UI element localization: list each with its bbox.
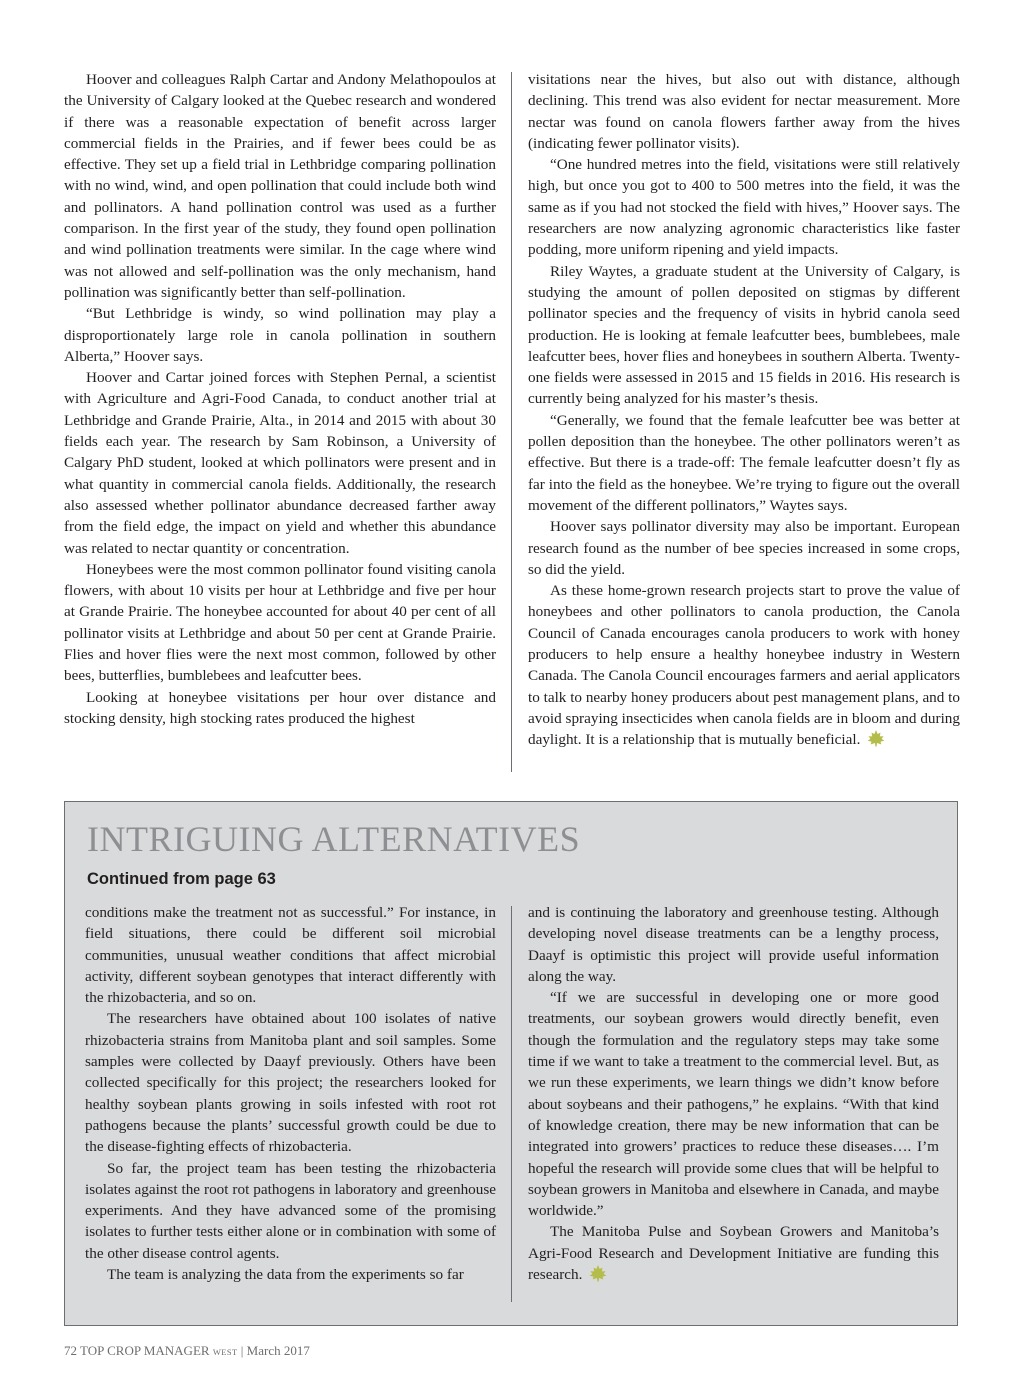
article-paragraph: “Generally, we found that the female leafcutter bee was better at pollen deposition than the honeybee. The other pollinators weren’t as effective. But there is a trade-off: The female leafcutter doesn’t fly as far into the field as the honeybee. We’re trying to figure out the overall movement of the different pollinators,” Waytes says.	[528, 411, 960, 514]
sidebar-paragraph: “If we are successful in developing one or more good treatments, our soybean growers would directly benefit, even though the formulation and the regulatory steps may take some time if we want to take a treatment to the commercial level. But, as we run these experiments, we learn things we didn’t know before about soybeans and their pathogens,” he explains. “With that kind of knowledge creation, there may be new information that can be integrated into growers’ practices to reduce these diseases…. I’m hopeful the research will provide some clues that will be helpful to soybean growers in Manitoba and elsewhere in Canada, and maybe worldwide.”	[528, 989, 939, 1220]
page-number: 72	[64, 1343, 77, 1358]
page-footer	[64, 1343, 310, 1359]
maple-leaf-icon	[866, 729, 886, 747]
sidebar-paragraph: The researchers have obtained about 100 isolates of native rhizobacteria strains from Manitoba plant and soil samples. Some samples were collected by Daayf previously. Others have been collected specifically for this project; the researchers looked for healthy soybean plants growing in soils infested with root rot pathogens because the plants’ successful growth could be due to the disease-fighting effects of rhizobacteria.	[85, 1010, 496, 1156]
column-divider	[511, 72, 512, 772]
sidebar-continued-label: Continued from page 63	[87, 870, 276, 888]
article-paragraph: Hoover and Cartar joined forces with Stephen Pernal, a scientist with Agriculture and Agri-Food Canada, to conduct another trial at Lethbridge and Grande Prairie, Alta., in 2014 and 2015 with about 30 fields each year. The research by Sam Robinson, a University of Calgary PhD student, looked at which pollinators were present and in what quantity in commercial canola fields. Additionally, the research also assessed whether pollinator abundance decreased farther away from the field edge, the impact on yield and whether this abundance was related to nectar quantity or concentration.	[64, 369, 496, 557]
issue-date: March 2017	[246, 1343, 310, 1358]
maple-leaf-icon	[588, 1264, 608, 1282]
publication-edition: WEST	[212, 1347, 238, 1357]
sidebar-paragraph: conditions make the treatment not as successful.” For instance, in field situations, there could be different soil microbial communities, unusual weather conditions that affect microbial activity, different soybean genotypes that interact differently with the rhizobacteria, and so on.	[85, 904, 496, 1007]
article-paragraph: Riley Waytes, a graduate student at the University of Calgary, is studying the amount of pollen deposited on stigmas by different pollinator species and the frequency of visits in hybrid canola seed production. He is looking at female leafcutter bees, bumblebees, male leafcutter bees, hover flies and honeybees in southern Alberta. Twenty-one fields were assessed in 2015 and 15 fields in 2016. His research is currently being analyzed for his master’s thesis.	[528, 262, 960, 408]
sidebar-paragraph: The team is analyzing the data from the experiments so far	[107, 1266, 464, 1284]
article-paragraph: Hoover and colleagues Ralph Cartar and Andony Melathopoulos at the University of Calgary looked at the Quebec research and wondered if there was a reasonable expectation of benefit across larger commercial fields in the Prairies, and if fewer bees could be as effective. They set up a field trial in Lethbridge comparing pollination with no wind, wind, and open pollination that could include both wind and pollinators. A hand pollination control was used as a further comparison. In the first year of the study, they found open pollination and wind pollination treatments were similar. In the cage where wind was not allowed and self-pollination was the only mechanism, hand pollination was significantly better than self-pollination.	[64, 71, 496, 301]
sidebar-right-column	[528, 902, 939, 1285]
publication-name: TOP CROP MANAGER	[80, 1343, 210, 1358]
article-left-column	[64, 69, 496, 729]
footer-separator: |	[240, 1343, 244, 1358]
sidebar-left-column	[85, 902, 496, 1285]
sidebar-column-divider	[511, 906, 512, 1302]
sidebar-title: INTRIGUING ALTERNATIVES	[87, 819, 581, 859]
sidebar-box	[64, 801, 958, 1326]
article-paragraph: “But Lethbridge is windy, so wind pollination may play a disproportionately large role in canola pollination in southern Alberta,” Hoover says.	[64, 305, 496, 365]
article-paragraph: Looking at honeybee visitations per hour over distance and stocking density, high stocking rates produced the highest	[64, 688, 496, 727]
article-paragraph: Honeybees were the most common pollinator found visiting canola flowers, with about 10 visits per hour at Lethbridge and five per hour at Grande Prairie. The honeybee accounted for about 40 per cent of all pollinator visits at Lethbridge and about 50 per cent at Grande Prairie. Flies and hover flies were the next most common, followed by other bees, butterflies, bumblebees and leafcutter bees.	[64, 560, 496, 685]
article-paragraph: “One hundred metres into the field, visitations were still relatively high, but once you got to 400 to 500 metres into the field, it was the same as if you had not stocked the field with hives,” Hoover says. The researchers are now analyzing agronomic characteristics like faster podding, more uniform ripening and yield impacts.	[528, 156, 960, 259]
sidebar-final-text: The Manitoba Pulse and Soybean Growers and Manitoba’s Agri-Food Research and Development Initiative are funding this research.	[528, 1223, 939, 1284]
sidebar-paragraph: So far, the project team has been testing the rhizobacteria isolates against the root rot pathogens in laboratory and greenhouse experiments. And they have advanced some of the promising isolates to further tests either alone or in combination with some of the other disease control agents.	[85, 1159, 496, 1262]
article-right-column	[528, 69, 960, 751]
article-paragraph: visitations near the hives, but also out with distance, although declining. This trend was also evident for nectar measurement. More nectar was found on canola flowers farther away from the hives (indicating fewer pollinator visits).	[528, 71, 960, 152]
sidebar-paragraph: and is continuing the laboratory and greenhouse testing. Although developing novel disease treatments can be a lengthy process, Daayf is optimistic this project will provide useful information along the way.	[528, 904, 939, 985]
article-final-text: As these home-grown research projects start to prove the value of honeybees and other pollinators to canola production, the Canola Council of Canada encourages canola producers to work with honey producers to help ensure a healthy honeybee industry in Western Canada. The Canola Council encourages farmers and aerial applicators to talk to nearby honey producers about pest management plans, and to avoid spraying insecticides when canola fields are in bloom and during daylight. It is a relationship that is mutually beneficial.	[528, 582, 960, 749]
article-paragraph: Hoover says pollinator diversity may also be important. European research found as the number of bee species increased in some crops, so did the yield.	[528, 518, 960, 578]
sidebar-paragraph-final	[528, 1221, 939, 1285]
article-paragraph-final	[528, 580, 960, 750]
